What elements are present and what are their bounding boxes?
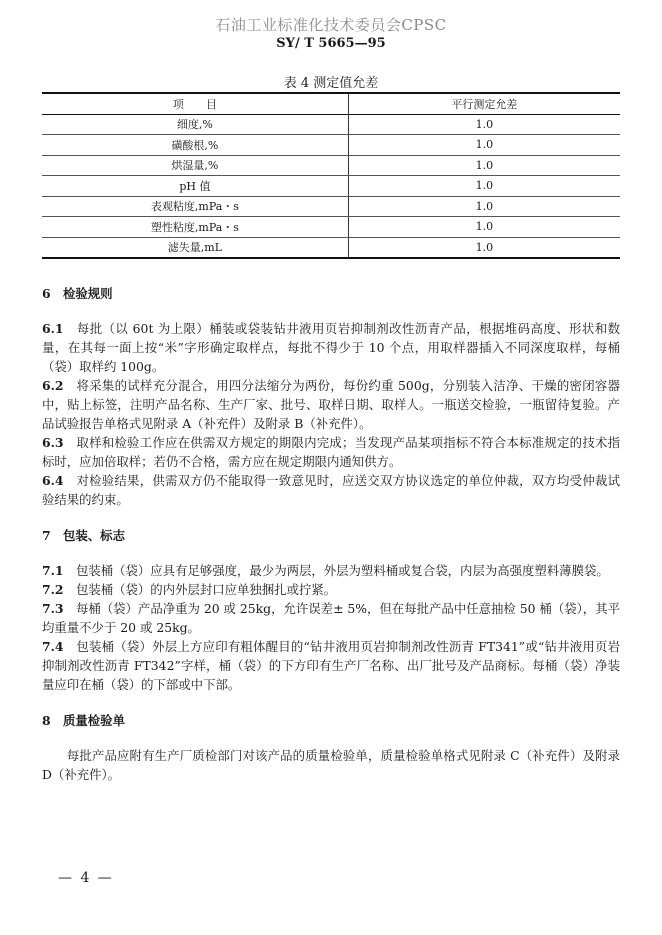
cell-item: 烘湿量,% [42,155,348,176]
cell-value: 1.0 [348,135,620,156]
cell-item: 滤失量,mL [42,237,348,258]
clause-6-3 [42,433,620,471]
clause-number: 7.1 [42,563,64,578]
section-title-packaging: 7 包装、标志 [42,528,125,543]
standard-code: SY/ T 5665—95 [276,36,386,51]
clause-7-2 [42,580,620,599]
clause-text: 每批（以 60t 为上限）桶装或袋装钻井液用页岩抑制剂改性沥青产品，根据堆码高度、形状和数量，在其每一面上按“米”字形确定取样点，每批不得少于 10 个点，用取样器插入不同深度取样，每桶（袋）取样约 100g。 [42,321,620,374]
cell-item: 塑性粘度,mPa・s [42,217,348,238]
cell-item: 细度,% [42,114,348,135]
header-organization: 石油工业标准化技术委员会CPSC [215,16,447,34]
table-title: 表 4 测定值允差 [283,76,379,91]
table-row [42,114,620,135]
clause-text: 将采集的试样充分混合，用四分法缩分为两份，每份约重 500g，分别装入洁净、干燥的密闭容器中，贴上标签，注明产品名称、生产厂家、批号、取样日期、取样人。一瓶送交检验，一瓶留待复验。产品试验报告单格式见附录 A（补充件）及附录 B（补充件）。 [42,378,620,431]
table-row [42,237,620,258]
table-header-row [42,93,620,114]
clause-6-2 [42,376,620,433]
column-header-item: 项 目 [42,93,348,114]
clause-text: 对检验结果，供需双方仍不能取得一致意见时，应送交双方协议选定的单位仲裁，双方均受仲裁试验结果的约束。 [42,473,620,507]
cell-item: 表观粘度,mPa・s [42,196,348,217]
clause-text: 包装桶（袋）的内外层封口应单独捆扎或拧紧。 [63,582,337,597]
section-title-inspection-rules: 6 检验规则 [42,286,113,301]
clause-7-1 [42,561,620,580]
cell-value: 1.0 [348,196,620,217]
clause-text: 每桶（袋）产品净重为 20 或 25kg，允许误差± 5%，但在每批产品中任意抽检 50 桶（袋），其平均重量不少于 20 或 25kg。 [42,601,620,635]
clause-number: 7.2 [42,582,64,597]
clause-6-1 [42,319,620,376]
clause-number: 6.1 [42,321,64,336]
clause-text: 包装桶（袋）应具有足够强度，最少为两层，外层为塑料桶或复合袋，内层为高强度塑料薄膜袋。 [63,563,609,578]
cell-value: 1.0 [348,114,620,135]
quality-report-paragraph: 每批产品应附有生产厂质检部门对该产品的质量检验单，质量检验单格式见附录 C（补充件）及附录 D（补充件）。 [42,748,620,782]
clause-number: 6.2 [42,378,64,393]
cell-value: 1.0 [348,217,620,238]
clause-text: 取样和检验工作应在供需双方规定的期限内完成；当发现产品某项指标不符合本标准规定的技术指标时，应加倍取样；若仍不合格，需方应在规定期限内通知供方。 [42,435,620,469]
clause-number: 6.4 [42,473,64,488]
cell-value: 1.0 [348,237,620,258]
clause-6-4 [42,471,620,509]
column-header-tolerance: 平行测定允差 [348,93,620,114]
clause-text: 包装桶（袋）外层上方应印有粗体醒目的“钻井液用页岩抑制剂改性沥青 FT341”或“钻井液用页岩抑制剂改性沥青 FT342”字样，桶（袋）的下方印有生产厂名称、出厂批号及产品商标。每桶（袋）净装量应印在桶（袋）的下部或中下部。 [42,639,620,692]
cell-item: 磺酸根,% [42,135,348,156]
table-row [42,176,620,197]
table-row [42,155,620,176]
clause-number: 6.3 [42,435,64,450]
clause-number: 7.3 [42,601,64,616]
clause-7-4 [42,637,620,694]
tolerance-table [42,92,620,259]
table-row [42,196,620,217]
section-title-quality-report: 8 质量检验单 [42,713,125,728]
body-content [42,284,620,784]
cell-value: 1.0 [348,155,620,176]
table-row [42,135,620,156]
cell-item: pH 值 [42,176,348,197]
clause-number: 7.4 [42,639,64,654]
table-row [42,217,620,238]
clause-7-3 [42,599,620,637]
page-number: — 4 — [58,870,114,886]
cell-value: 1.0 [348,176,620,197]
